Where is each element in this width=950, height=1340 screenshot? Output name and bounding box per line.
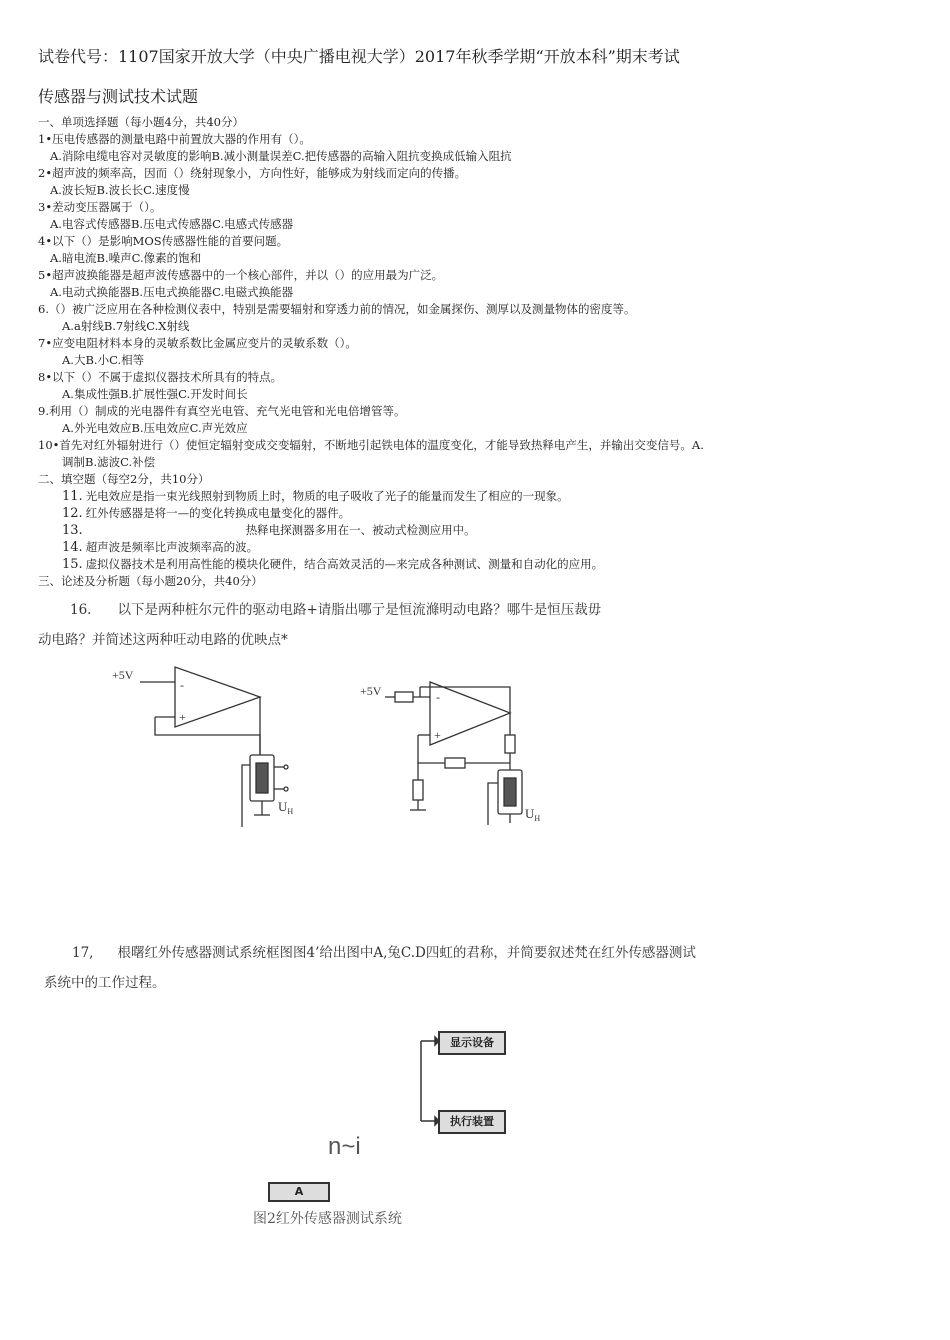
q17-line2: 系统中的工作过程。: [44, 975, 166, 991]
q16-text-1: 以下是两种桩尔元件的驱动电路+请脂出哪亍是恒流滌明动电路？哪牛是恒压裁毋: [117, 602, 602, 618]
q2-question: 2•超声波的频率高，因而（）绕射现象小，方向性好，能够成为射线而定向的传播。: [38, 166, 467, 180]
left-supply-label: +5V: [112, 668, 134, 682]
section1-title: 一、单项选择题（每小题4分，共40分）: [38, 115, 244, 129]
q5-options: A.电动式换能器B.压电式换能器C.电磁式换能器: [50, 285, 294, 299]
right-supply-label: +5V: [360, 684, 382, 698]
section3-title: 三、论述及分析题（每小题20分，共40分）: [38, 574, 263, 588]
q11-fill: [62, 488, 569, 504]
q12-fill: [62, 505, 350, 521]
right-circuit: [385, 682, 522, 825]
section2-title: 二、填空题（每空2分，共10分）: [38, 472, 210, 486]
q9-question: 9.利用（）制成的光电器件有真空光电管、充气光电管和光电倍增管等。: [38, 404, 406, 418]
exam-header: 试卷代号：1107国家开放大学（中央广播电视大学）2017年秋季学期“开放本科”期末考试: [38, 47, 680, 66]
q8-question: 8•以下（）不属于虚拟仪器技术所具有的特点。: [38, 370, 283, 384]
q11-number: 11.: [62, 489, 83, 504]
ocr-noise-text: n~i: [328, 1133, 361, 1160]
q6-options: A.a射线B.7射线C.X射线: [62, 319, 190, 333]
q1-question: 1•压电传感器的测量电路中前置放大器的作用有（）。: [38, 132, 311, 146]
q11-text: 光电效应是指一束光线照射到物质上时，物质的电子吸收了光子的能量而发生了相应的一现象。: [85, 489, 569, 503]
q16-line2: 动电路？并简述这两种㕵动电路的优映点*: [38, 632, 288, 648]
q7-options: A.大B.小C.相等: [62, 353, 145, 367]
right-output-label: $U_H$: [525, 806, 541, 823]
q14-fill: [62, 539, 258, 555]
hall-drive-circuits: [100, 655, 580, 835]
q4-question: 4•以下（）是影响MOS传感器性能的首要问题。: [38, 234, 289, 248]
left-circuit: [140, 667, 288, 827]
q17-text-1: 根曙红外传感器测试系统框图图4’给出图中A,兔C.D四虹的君称，并简要叙述梵在红外传感器测试: [117, 945, 696, 961]
q12-number: 12.: [62, 506, 83, 521]
actuator-block: 执行装置: [438, 1110, 506, 1134]
q8-options: A.集成性强B.扩展性强C.开发时间长: [62, 387, 248, 401]
q14-number: 14.: [62, 540, 83, 555]
q7-question: 7•应变电阻材料本身的灵敏系数比金属应变片的灵敏系数（）。: [38, 336, 357, 350]
q1-options: A.消除电缆电容对灵敏度的影响B.减小测量误差C.把传感器的高输入阻抗变换成低输入阻抗: [50, 149, 512, 163]
q16-number: 16.: [70, 602, 92, 618]
left-plus-sign: +: [179, 710, 186, 724]
q6-question: 6.（）被广泛应用在各种检测仪表中，特别是需要辐射和穿透力前的情况，如金属探伤、测厚以及测量物体的密度等。: [38, 302, 636, 316]
q17-line1: [72, 941, 696, 961]
q3-question: 3•差动变压器属于（）。: [38, 200, 162, 214]
q2-options: A.波长短B.波长长C.速度慢: [50, 183, 190, 197]
q17-number: 17,: [72, 945, 94, 961]
left-minus-sign: -: [180, 678, 184, 692]
right-minus-sign: -: [436, 690, 440, 704]
display-device-block: 显示设备: [438, 1031, 506, 1055]
q13-fill: [62, 522, 476, 538]
q15-fill: [62, 556, 603, 572]
q10-options: 调制B.滤波C.补偿: [62, 455, 156, 469]
q16-line1: [70, 598, 601, 618]
q4-options: A.暗电流B.噪声C.像素的饱和: [50, 251, 202, 265]
q10-question: 10•首先对红外辐射进行（）使恒定辐射变成交变辐射，不断地引起铁电体的温度变化，才能导致热释电产生，并输出交变信号。A.: [38, 438, 704, 452]
q3-options: A.电容式传感器B.压电式传感器C.电感式传感器: [50, 217, 294, 231]
q12-text: 红外传感器是将一—的变化转换成电量变化的器件。: [85, 506, 351, 520]
q5-question: 5•超声波换能器是超声波传感器中的一个核心部件，并以（）的应用最为广泛。: [38, 268, 444, 282]
block-a: A: [268, 1182, 330, 1202]
q15-number: 15.: [62, 557, 83, 572]
right-plus-sign: +: [434, 728, 441, 742]
q13-text: 热释电探测器多用在一、被动式检测应用中。: [245, 523, 476, 537]
q15-text: 虚拟仪器技术是利用高性能的模块化硬件，结合高效灵活的—来完成各种测试、测量和自动化的应用。: [85, 557, 604, 571]
exam-subject: 传感器与测试技术试题: [38, 87, 199, 106]
left-output-label: $U_H$: [278, 799, 294, 816]
q14-text: 超声波是频率比声波频率高的波。: [85, 540, 259, 554]
figure-caption: 图2红外传感器测试系统: [253, 1211, 402, 1227]
q13-number: 13.: [62, 523, 83, 538]
q9-options: A.外光电效应B.压电效应C.声光效应: [62, 421, 248, 435]
